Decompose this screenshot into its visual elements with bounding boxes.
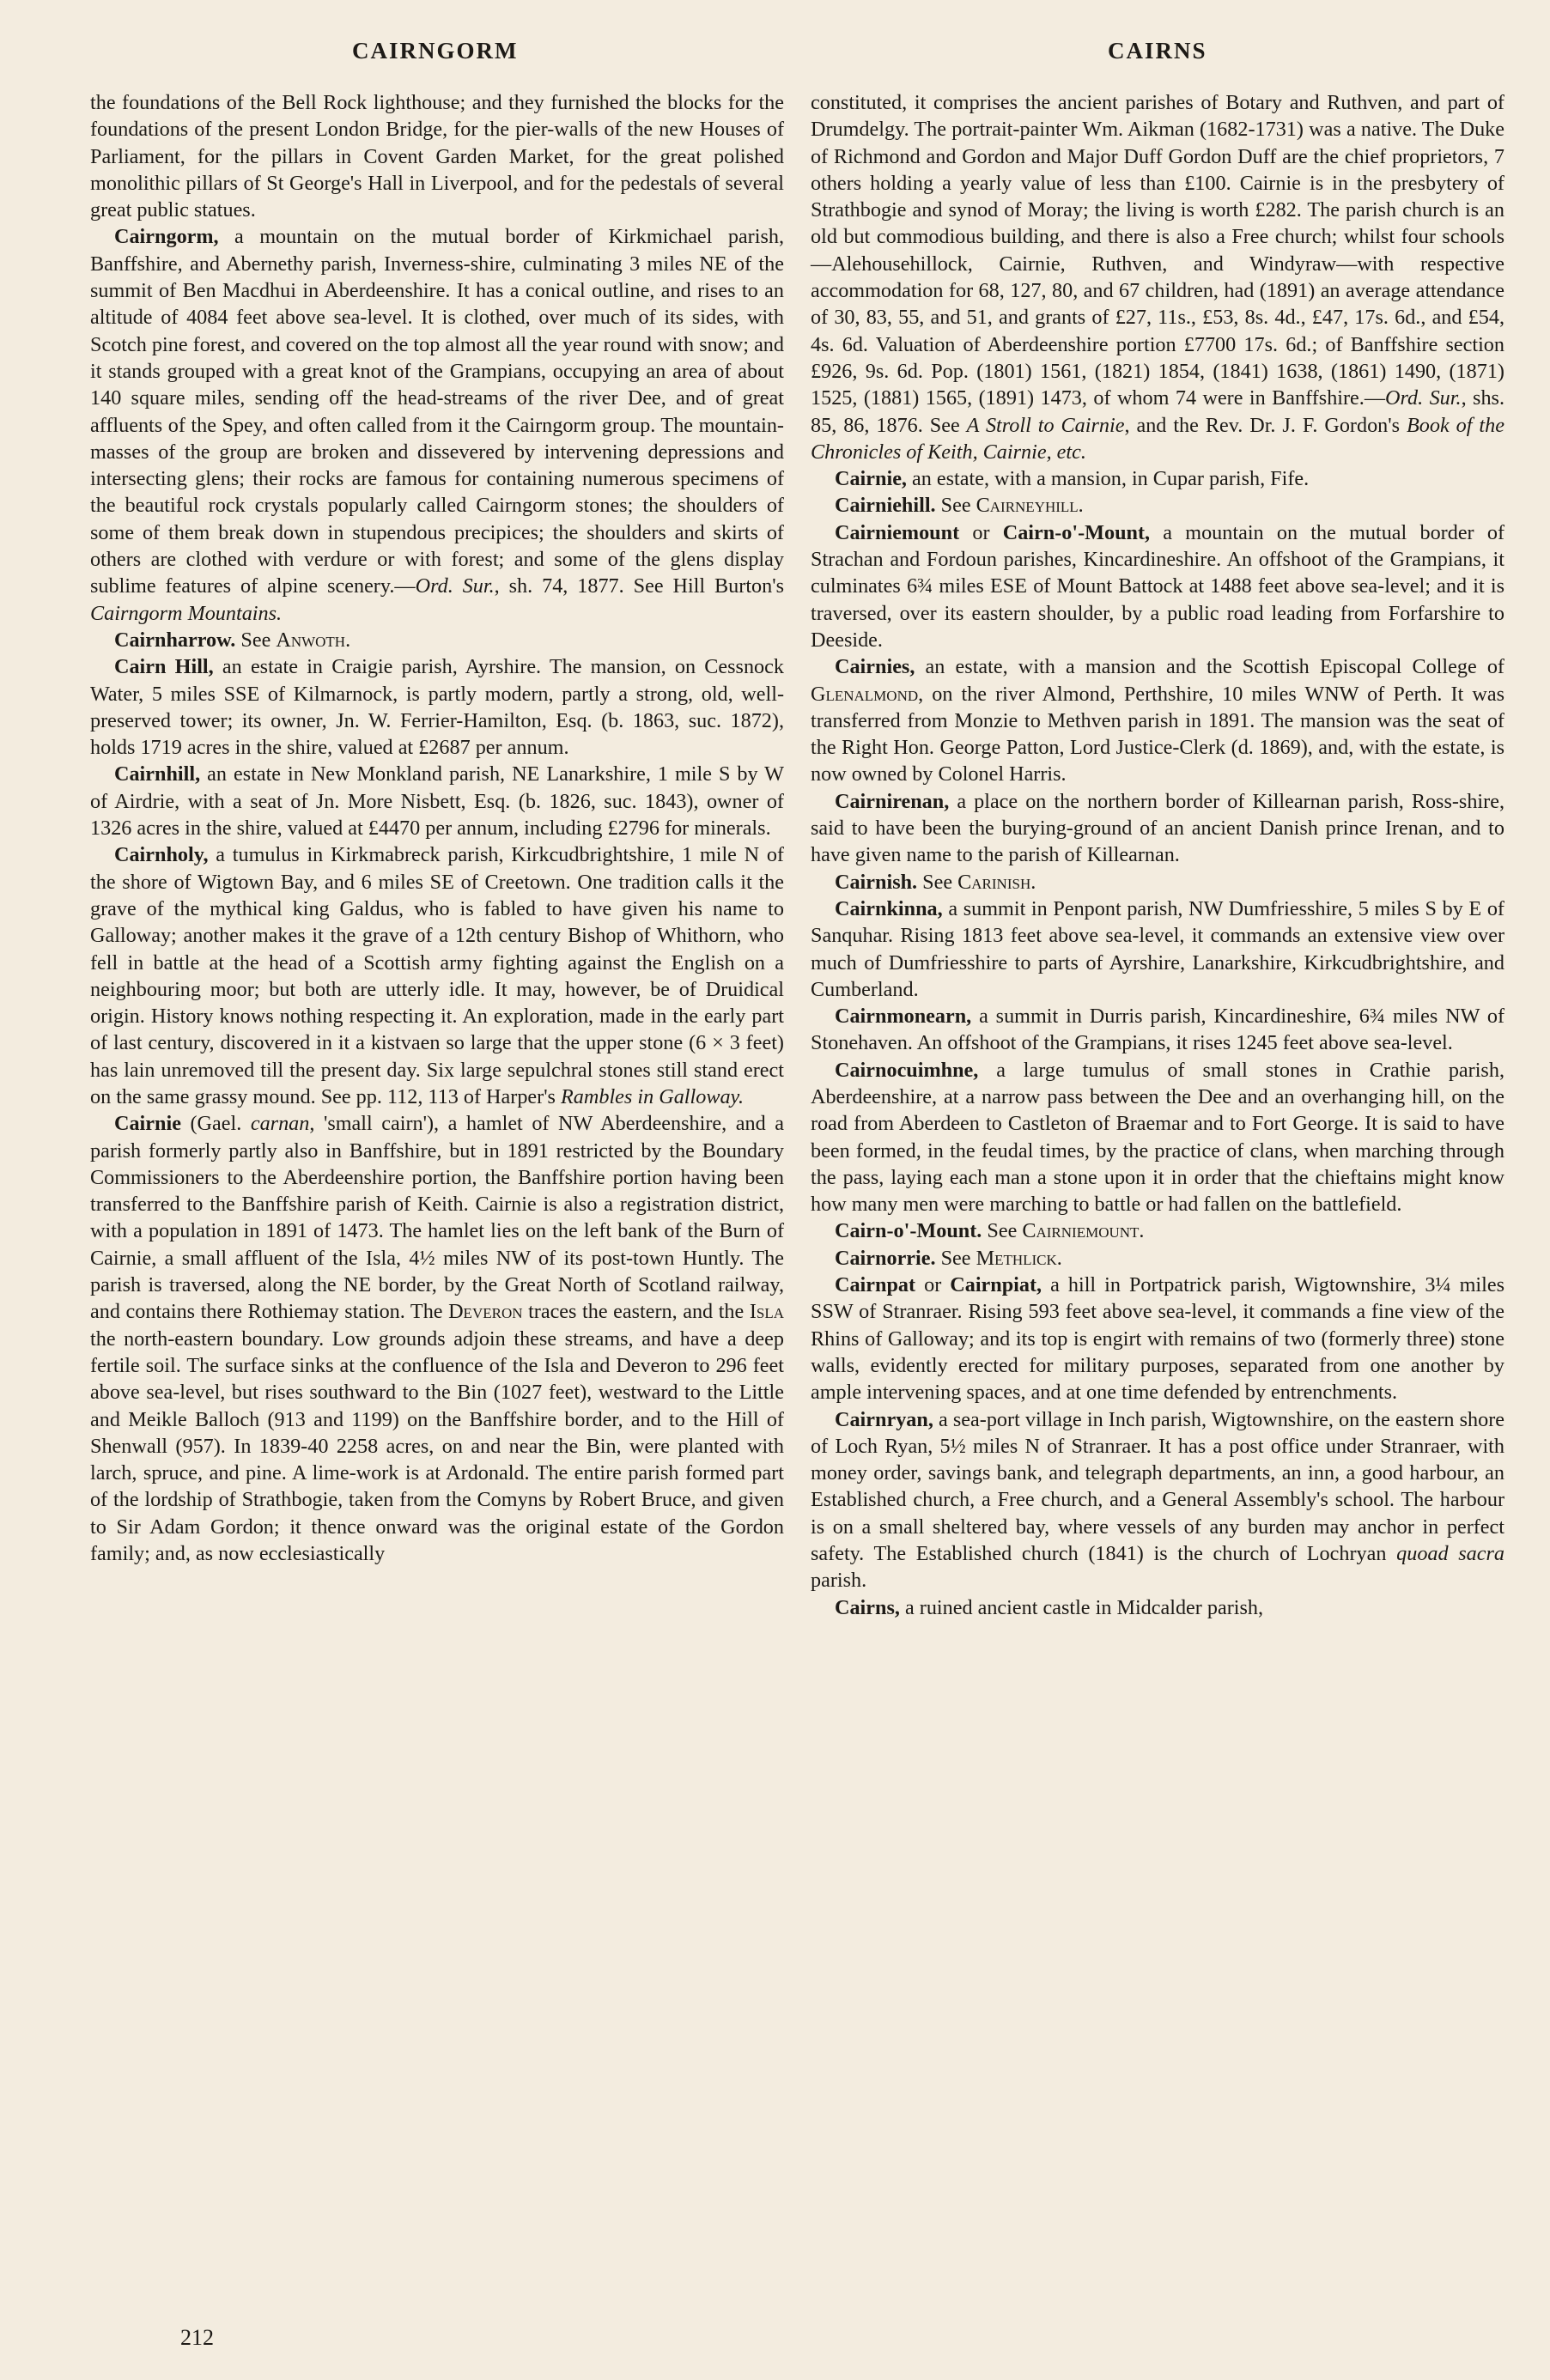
- entry-cairniehill: [811, 492, 1504, 519]
- entry-cairn-hill: [90, 653, 784, 761]
- cross-reference: Cairneyhill.: [976, 494, 1084, 518]
- entry-cairnie-estate: [811, 465, 1504, 492]
- entry-text: a ruined ancient castle in Midcalder parish,: [899, 1595, 1264, 1619]
- headword: Cairn-o'-Mount,: [1002, 520, 1151, 544]
- entry-text: See: [982, 1219, 1023, 1243]
- headword: Cairnirenan,: [835, 789, 950, 813]
- entry-text: a summit in Penpont parish, NW Dumfriesshire, 5 miles S by E of Sanquhar. Rising 1813 feet above sea-level, it commands an extensive view over much of Dumfriesshire to parts of Ayrshire, Lanarkshire, Kirkcudbrightshire, and Cumberland.: [811, 896, 1504, 1001]
- entry-cairngorm: [90, 223, 784, 626]
- entry-cairnocuimhne: [811, 1057, 1504, 1218]
- page-number: 212: [180, 2325, 214, 2350]
- entry-cairnirenan: [811, 788, 1504, 869]
- headword: Cairns,: [835, 1595, 900, 1619]
- entry-continuation: the foundations of the Bell Rock lighthouse; and they furnished the blocks for the foundations of the present London Bridge, for the pier-walls of the new Houses of Parliament, for the pillars in Covent Garden Market, for the great polished monolithic pillars of St George's Hall in Liverpool, and for the pedestals of several great public statues.: [90, 91, 784, 222]
- entry-text: See: [935, 494, 976, 518]
- reference: Book of the Chronicles of Keith, Cairnie, etc.: [811, 413, 1504, 464]
- headword: Cairnie,: [835, 467, 907, 491]
- headword: Cairn-o'-Mount.: [835, 1219, 982, 1243]
- place-name: Glenalmond,: [811, 682, 924, 706]
- headword: Cairnish.: [835, 870, 918, 894]
- reference: Ord. Sur.: [415, 574, 495, 598]
- entry-text: See: [917, 870, 958, 894]
- entry-text: traces the eastern, and the: [522, 1300, 750, 1324]
- cross-reference: Anwoth.: [276, 628, 351, 652]
- entry-text: a large tumulus of small stones in Crathie parish, Aberdeenshire, at a narrow pass between the Dee and an overhanging hill, on the road from Aberdeen to Castleton of Braemar and to Fort George. It is said to have been formed, in the feudal times, by the practice of clans, when marching through the pass, laying each man a stone upon it in order that the chieftains might know how many men were marching to battle or had fallen on the battlefield.: [811, 1058, 1504, 1217]
- entry-cairniemount: [811, 519, 1504, 653]
- headword: Cairnkinna,: [835, 896, 943, 920]
- entry-text: (Gael.: [180, 1112, 251, 1136]
- entry-text: a mountain on the mutual border of Strachan and Fordoun parishes, Kincardineshire. An offshoot of the Grampians, it culminates 6¾ miles ESE of Mount Battock at 1488 feet above sea-level; and it is traversed, over its eastern shoulder, by a public road leading from Forfarshire to Deeside.: [811, 520, 1504, 652]
- entry-text: a place on the northern border of Killearnan parish, Ross-shire, said to have been the burying-ground of an ancient Danish prince Irenan, and to have given name to the parish of Killearnan.: [811, 789, 1504, 867]
- entry-text: parish.: [811, 1569, 867, 1593]
- entry-text: , and the Rev. Dr. J. F. Gordon's: [1124, 413, 1407, 437]
- entry-text: See: [935, 1246, 976, 1270]
- entry-text: a hill in Portpatrick parish, Wigtownshire, 3¼ miles SSW of Stranraer. Rising 593 feet above sea-level, it commands a fine view of the Rhins of Galloway; and its top is engirt with remains of two (formerly three) stone walls, evidently erected for military purposes, separated from one another by ample intervening spaces, and at one time defended by entrenchments.: [811, 1273, 1504, 1405]
- entry-text: an estate, with a mansion, in Cupar parish, Fife.: [906, 467, 1310, 491]
- cross-reference: Methlick.: [976, 1246, 1062, 1270]
- entry-cairnpat: [811, 1272, 1504, 1406]
- entry-text: a sea-port village in Inch parish, Wigtownshire, on the eastern shore of Loch Ryan, 5½ miles N of Stranraer. It has a post office under Stranraer, with money order, savings bank, and telegraph departments, an inn, a good harbour, an Established church, a Free church, and a General Assembly's school. The harbour is on a small sheltered bay, where vessels of any burden may anchor in perfect safety. The Established church (1841) is the church of Lochryan: [811, 1407, 1504, 1566]
- headword: Cairn Hill,: [114, 655, 214, 679]
- entry-cairnhill: [90, 761, 784, 841]
- headword: Cairnpiat,: [950, 1273, 1042, 1297]
- entry-text: a summit in Durris parish, Kincardineshire, 6¾ miles NW of Stonehaven. An offshoot of the Grampians, it rises 1245 feet above sea-level.: [811, 1005, 1504, 1055]
- entry-text: or: [915, 1273, 951, 1297]
- entry-cairnie: [90, 1110, 784, 1567]
- headword: Cairnmonearn,: [835, 1005, 972, 1029]
- entry-text: an estate in New Monkland parish, NE Lanarkshire, 1 mile S by W of Airdrie, with a seat of Jn. More Nisbett, Esq. (b. 1826, suc. 1843), owner of 1326 acres in the shire, valued at £4470 per annum, including £2796 for minerals.: [90, 762, 784, 841]
- entry-text: , sh. 74, 1877. See Hill Burton's: [494, 574, 784, 598]
- cross-reference: Cairniemount.: [1022, 1219, 1145, 1243]
- headword: Cairnharrow.: [114, 628, 236, 652]
- headword: Cairnhill,: [114, 762, 201, 786]
- headword: Cairnpat: [835, 1273, 916, 1297]
- headword: Cairnorrie.: [835, 1246, 936, 1270]
- headword: Cairnocuimhne,: [835, 1058, 979, 1082]
- reference: Rambles in Galloway.: [561, 1084, 745, 1108]
- entry-cairnorrie: [811, 1245, 1504, 1272]
- place-name: Isla: [749, 1300, 784, 1324]
- entry-cairnish: [811, 869, 1504, 896]
- entry-cairn-o-mount: [811, 1217, 1504, 1244]
- entry-text: an estate in Craigie parish, Ayrshire. The mansion, on Cessnock Water, 5 miles SSE of Kilmarnock, is partly modern, partly a strong, old, well-preserved tower; its owner, Jn. W. Ferrier-Hamilton, Esq. (b. 1863, suc. 1872), holds 1719 acres in the shire, valued at £2687 per annum.: [90, 655, 784, 760]
- entry-cairnkinna: [811, 896, 1504, 1003]
- headword: Cairnie: [114, 1112, 181, 1136]
- entry-cairnharrow: [90, 627, 784, 653]
- entry-cairnholy: [90, 841, 784, 1110]
- entry-text: constituted, it comprises the ancient parishes of Botary and Ruthven, and part of Drumdelgy. The portrait-painter Wm. Aikman (1682-1731) was a native. The Duke of Richmond and Gordon and Major Duff Gordon Duff are the chief proprietors, 7 others holding a yearly value of less than £100. Cairnie is in the presbytery of Strathbogie and synod of Moray; the living is worth £282. The parish church is an old but commodious building, and there is also a Free church; whilst four schools—Alehousehillock, Cairnie, Ruthven, and Windyraw—with respective accommodation for 68, 127, 80, and 67 children, had (1891) an average attendance of 30, 83, 55, and 51, and grants of £27, 11s., £53, 8s. 4d., £47, 17s. 6d., and £54, 4s. 6d. Valuation of Aberdeenshire portion £7700 17s. 6d.; of Banffshire section £926, 9s. 6d. Pop. (1801) 1561, (1821) 1854, (1841) 1638, (1861) 1490, (1871) 1525, (1881) 1565, (1891) 1473, of whom 74 were in Banffshire.—: [811, 91, 1504, 410]
- entry-text: , 'small cairn'), a hamlet of NW Aberdeenshire, and a parish formerly partly also in Banffshire, but in 1891 restricted by the Boundary Commissioners to the Aberdeenshire portion, the Banffshire portion having been transferred to the Banffshire parish of Keith. Cairnie is also a registration district, with a population in 1891 of 1473. The hamlet lies on the left bank of the Burn of Cairnie, a small affluent of the Isla, 4½ miles NW of its post-town Huntly. The parish is traversed, along the NE border, by the Great North of Scotland railway, and contains there Rothiemay station. The: [90, 1112, 784, 1324]
- entry-continuation: [811, 89, 1504, 465]
- left-column: [90, 89, 784, 1567]
- entry-cairnmonearn: [811, 1003, 1504, 1057]
- headword: Cairnies,: [835, 655, 915, 679]
- entry-text: a mountain on the mutual border of Kirkmichael parish, Banffshire, and Abernethy parish, Inverness-shire, culminating 3 miles NE of the summit of Ben Macdhui in Aberdeenshire. It has a conical outline, and rises to an altitude of 4084 feet above sea-level. It is clothed, over much of its sides, with Scotch pine forest, and covered on the top almost all the year round with snow; and it stands grouped with a great knot of the Grampians, occupying an area of about 140 square miles, sending off the head-streams of the river Dee, and of great affluents of the Spey, and often called from it the Cairngorm group. The mountain-masses of the group are broken and dissevered by intervening depressions and intersecting glens; their rocks are famous for containing numerous specimens of the beautiful rock crystals popularly called Cairngorm stones; the shoulders of some of them break down in stupendous precipices; the shoulders and skirts of others are clothed with verdure or with forest; and some of the glens display sublime features of alpine scenery.—: [90, 225, 784, 598]
- right-column: [811, 89, 1504, 1621]
- entry-cairnryan: [811, 1406, 1504, 1594]
- entry-text: an estate, with a mansion and the Scottish Episcopal College of: [915, 655, 1504, 679]
- gaelic-term: carnan: [250, 1112, 310, 1136]
- running-head-right: CAIRNS: [1108, 38, 1207, 64]
- reference: Cairngorm Mountains.: [90, 601, 283, 625]
- entry-text: the north-eastern boundary. Low grounds adjoin these streams, and have a deep fertile soil. The surface sinks at the confluence of the Isla and Deveron to 296 feet above sea-level, but rises southward to the Bin (1027 feet), westward to the Little and Meikle Balloch (913 and 1199) on the Banffshire border, and to the Hill of Shenwall (957). In 1839-40 2258 acres, on and near the Bin, were planted with larch, spruce, and pine. A lime-work is at Ardonald. The entire parish formed part of the lordship of Strathbogie, taken from the Comyns by Robert Bruce, and given to Sir Adam Gordon; it thence onward was the original estate of the Gordon family; and, as now ecclesiastically: [90, 1327, 784, 1566]
- headword: Cairnryan,: [835, 1407, 933, 1431]
- entry-cairns: [811, 1594, 1504, 1621]
- entry-text: a tumulus in Kirkmabreck parish, Kirkcudbrightshire, 1 mile N of the shore of Wigtown Bay, and 6 miles SE of Creetown. One tradition calls it the grave of the mythical king Galdus, who is fabled to have given his name to Galloway; another makes it the grave of a 12th century Bishop of Whithorn, who fell in battle at the head of a Scottish army fighting against the English on a neighbouring moor; but both are utterly idle. It may, however, be of Druidical origin. History knows nothing respecting it. An exploration, made in the early part of last century, discovered in it a kistvaen so large that the upper stone (6 × 3 feet) has lain unremoved till the present day. Six large sepulchral stones still stand erect on the same grassy mound. See pp. 112, 113 of Harper's: [90, 843, 784, 1108]
- headword: Cairnholy,: [114, 843, 209, 867]
- cross-reference: Carinish.: [957, 870, 1036, 894]
- headword: Cairniehill.: [835, 494, 936, 518]
- entry-cairnies: [811, 653, 1504, 787]
- headword: Cairngorm,: [114, 225, 219, 249]
- headword: Cairniemount: [835, 520, 960, 544]
- running-head-left: CAIRNGORM: [352, 38, 519, 64]
- latin-term: quoad sacra: [1396, 1542, 1505, 1566]
- entry-text: or: [959, 520, 1003, 544]
- reference: Ord. Sur.: [1385, 386, 1462, 410]
- place-name: Deveron: [448, 1300, 523, 1324]
- reference: A Stroll to Cairnie: [966, 413, 1125, 437]
- entry-text: on the river Almond, Perthshire, 10 miles WNW of Perth. It was transferred from Monzie to Methven parish in 1891. The mansion was the seat of the Right Hon. George Patton, Lord Justice-Clerk (d. 1869), and, with the estate, is now owned by Colonel Harris.: [811, 682, 1504, 786]
- entry-text: , shs. 85, 86, 1876. See: [811, 386, 1505, 437]
- entry-text: See: [235, 628, 277, 652]
